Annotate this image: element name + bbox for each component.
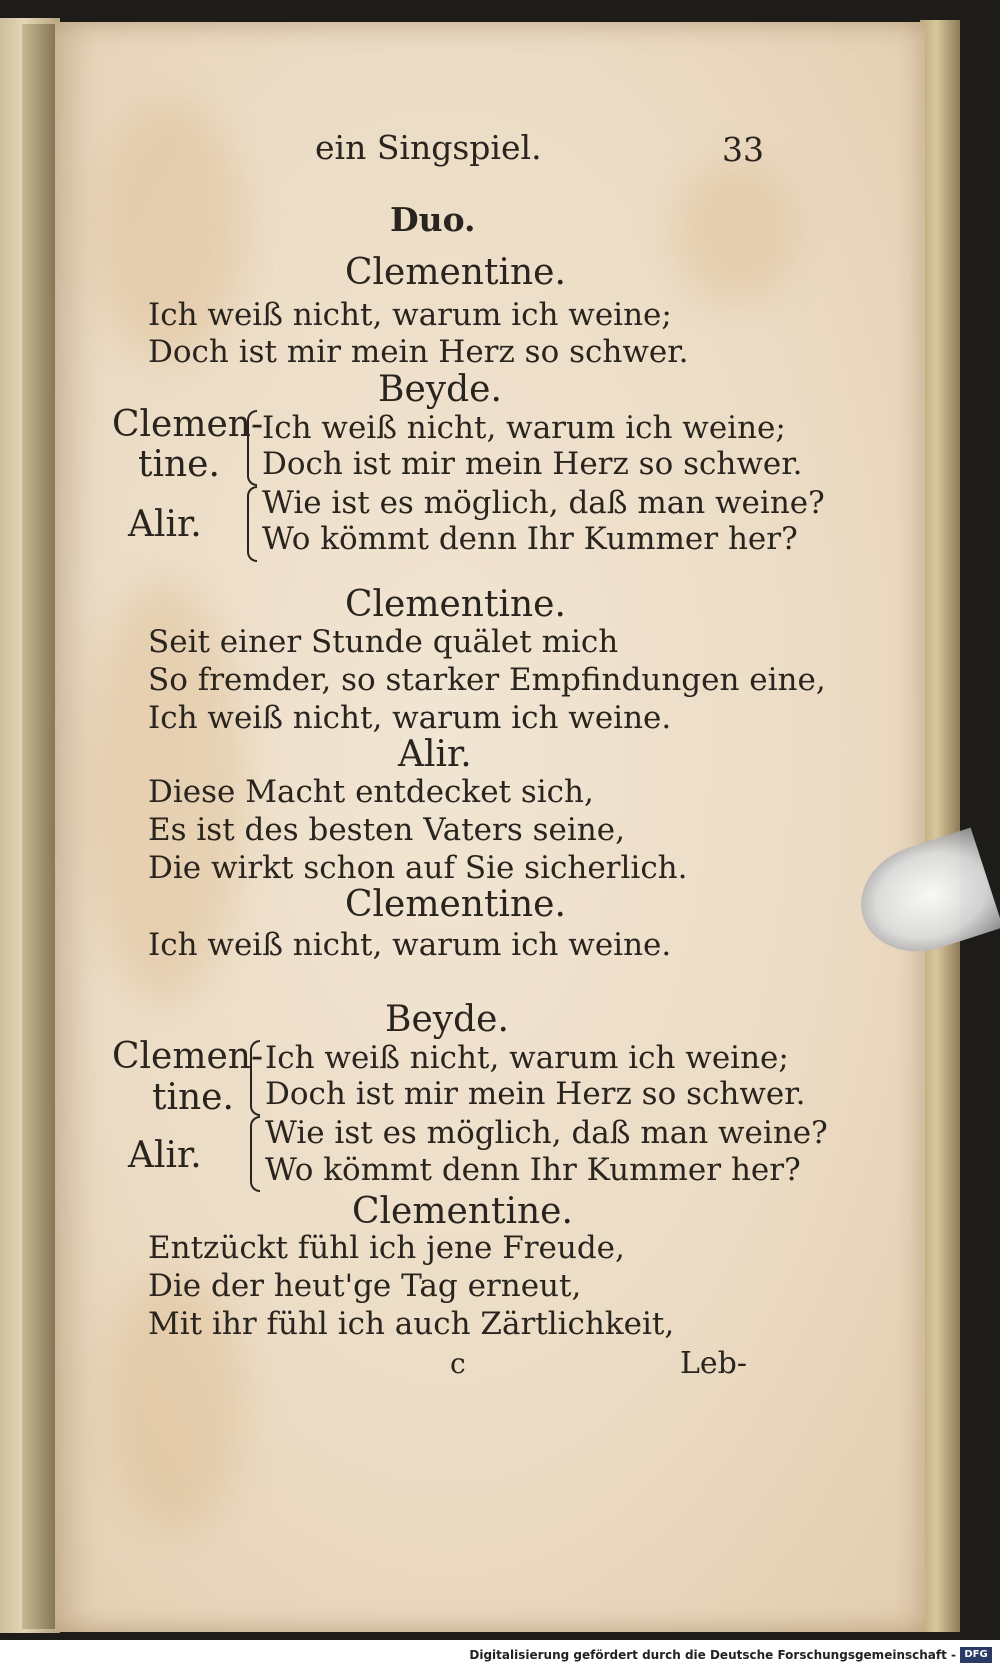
speaker-name: Alir. [128,1135,202,1176]
verse-line: Wie ist es möglich, daß man weine? [265,1115,828,1151]
page-stain [675,162,795,302]
verse-line: So fremder, so starker Empfindungen eine, [148,662,826,698]
verse-line: Seit einer Stunde quälet mich [148,624,619,660]
verse-line: Entzückt fühl ich jene Freude, [148,1230,625,1266]
verse-line: Es ist des besten Vaters seine, [148,812,625,848]
brace [250,1040,260,1116]
section-heading: Duo. [390,200,476,239]
verse-line: Doch ist mir mein Herz so schwer. [265,1076,806,1112]
verse-line: Die der heut'ge Tag erneut, [148,1268,582,1304]
speaker-name: Clementine. [345,584,566,625]
page-number: 33 [722,130,764,169]
speaker-name: Clementine. [345,252,566,293]
speaker-name: tine. [152,1077,234,1118]
speaker-name: tine. [138,444,220,485]
speaker-name: Clemen- [112,404,264,445]
verse-line: Ich weiß nicht, warum ich weine; [265,1040,789,1076]
running-head: ein Singspiel. [315,128,542,167]
speaker-name: Alir. [128,504,202,545]
verse-line: Wie ist es möglich, daß man weine? [262,485,825,521]
brace [250,1116,260,1192]
verse-line: Doch ist mir mein Herz so schwer. [148,334,689,370]
footer-credit: Digitalisierung gefördert durch die Deutsche Forschungsgemeinschaft - [469,1648,956,1662]
brace [247,410,257,486]
signature-mark: c [450,1347,466,1380]
verse-line: Die wirkt schon auf Sie sicherlich. [148,850,688,886]
dfg-logo: DFG [960,1647,992,1663]
verse-line: Doch ist mir mein Herz so schwer. [262,446,803,482]
verse-line: Ich weiß nicht, warum ich weine; [148,297,672,333]
verse-line: Ich weiß nicht, warum ich weine. [148,700,672,736]
verse-line: Ich weiß nicht, warum ich weine; [262,410,786,446]
right-page-edges [920,20,960,1632]
speaker-name: Alir. [398,734,472,775]
verse-line: Mit ihr fühl ich auch Zärtlichkeit, [148,1306,675,1342]
digitization-footer [0,1640,1000,1673]
speaker-name: Clementine. [345,884,566,925]
speaker-name: Beyde. [385,999,509,1040]
catchword: Leb- [680,1346,748,1381]
verse-line: Wo kömmt denn Ihr Kummer her? [262,521,798,557]
brace [247,486,257,562]
speaker-name: Clemen- [112,1036,264,1077]
verse-line: Ich weiß nicht, warum ich weine. [148,927,672,963]
verse-line: Diese Macht entdecket sich, [148,774,594,810]
speaker-name: Beyde. [378,369,502,410]
verse-line: Wo kömmt denn Ihr Kummer her? [265,1152,801,1188]
speaker-name: Clementine. [352,1191,573,1232]
